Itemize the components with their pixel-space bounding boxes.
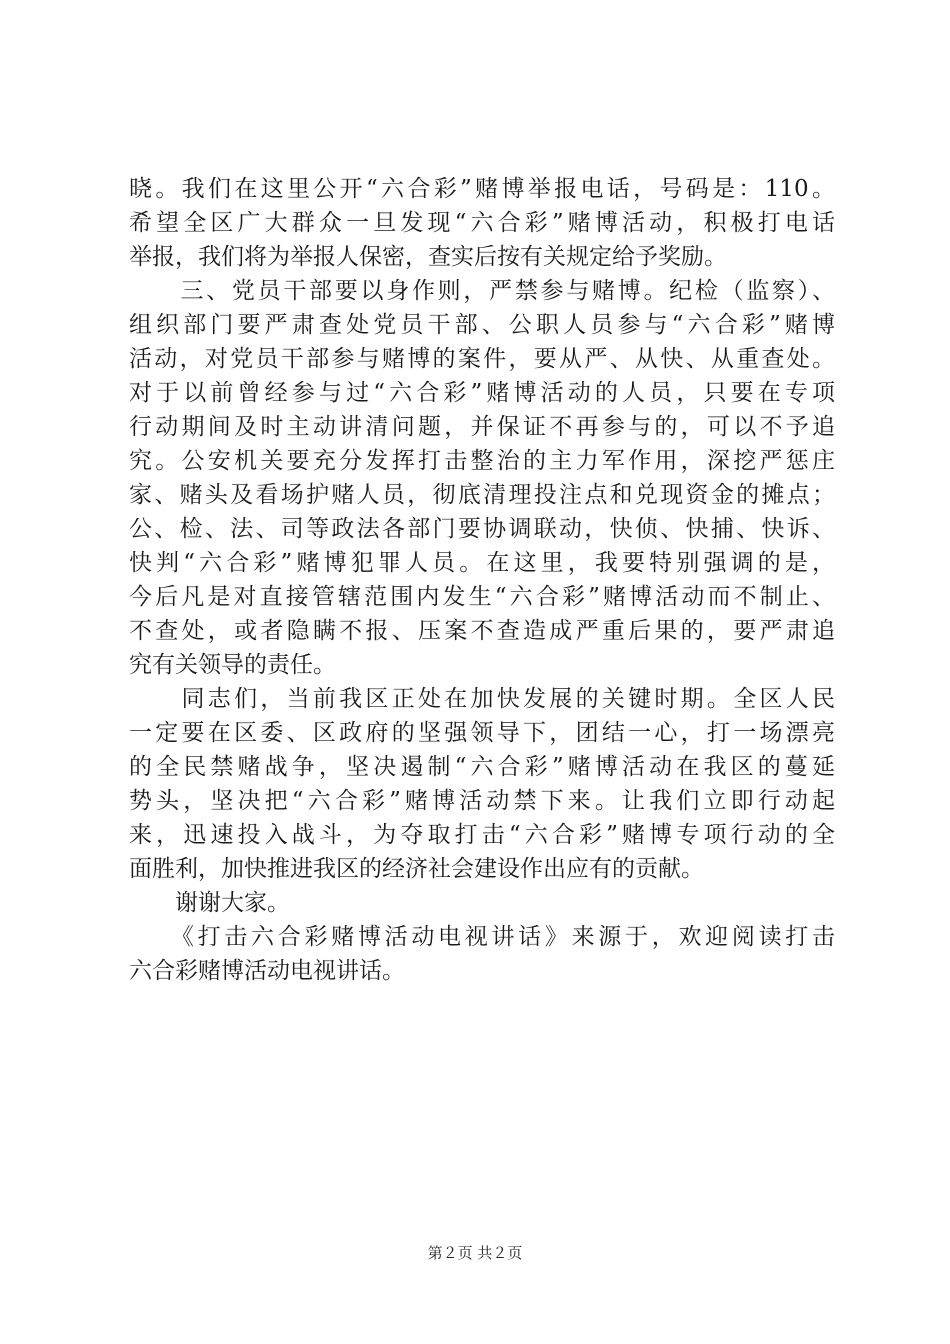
text-line: 希望全区广大群众一旦发现“六合彩”赌博活动，积极打电话 xyxy=(129,210,835,236)
text-line: 不查处，或者隐瞒不报、压案不查造成严重后果的，要严肃追 xyxy=(129,618,835,644)
text-line: 同志们，当前我区正处在加快发展的关键时期。全区人民 xyxy=(129,686,835,712)
text-line: 究。公安机关要充分发挥打击整治的主力军作用，深挖严惩庄 xyxy=(129,448,835,474)
text-line: 活动，对党员干部参与赌博的案件，要从严、从快、从重查处。 xyxy=(129,346,835,372)
text-line: 晓。我们在这里公开“六合彩”赌博举报电话，号码是：110。 xyxy=(129,176,835,202)
text-line: 谢谢大家。 xyxy=(129,890,290,916)
text-line: 今后凡是对直接管辖范围内发生“六合彩”赌博活动而不制止、 xyxy=(129,584,835,610)
text-line: 《打击六合彩赌博活动电视讲话》来源于，欢迎阅读打击 xyxy=(129,924,835,950)
text-line: 快判“六合彩”赌博犯罪人员。在这里，我要特别强调的是， xyxy=(129,550,835,576)
document-body xyxy=(129,172,835,988)
text-line: 对于以前曾经参与过“六合彩”赌博活动的人员，只要在专项 xyxy=(129,380,835,406)
text-line: 来，迅速投入战斗，为夺取打击“六合彩”赌博专项行动的全 xyxy=(129,822,835,848)
text-line: 三、党员干部要以身作则，严禁参与赌博。纪检（监察）、 xyxy=(129,278,835,304)
page-footer xyxy=(0,1243,950,1263)
text-line: 六合彩赌博活动电视讲话。 xyxy=(129,958,405,984)
text-line: 面胜利，加快推进我区的经济社会建设作出应有的贡献。 xyxy=(129,856,704,882)
text-line: 公、检、法、司等政法各部门要协调联动，快侦、快捕、快诉、 xyxy=(129,516,835,542)
text-line: 举报，我们将为举报人保密，查实后按有关规定给予奖励。 xyxy=(129,244,727,270)
text-line: 的全民禁赌战争，坚决遏制“六合彩”赌博活动在我区的蔓延 xyxy=(129,754,835,780)
text-line: 究有关领导的责任。 xyxy=(129,652,336,678)
text-line: 一定要在区委、区政府的坚强领导下，团结一心，打一场漂亮 xyxy=(129,720,835,746)
page-number: 第２页 共２页 xyxy=(427,1244,523,1262)
text-line: 势头，坚决把“六合彩”赌博活动禁下来。让我们立即行动起 xyxy=(129,788,835,814)
text-line: 家、赌头及看场护赌人员，彻底清理投注点和兑现资金的摊点； xyxy=(129,482,835,508)
text-line: 组织部门要严肃查处党员干部、公职人员参与“六合彩”赌博 xyxy=(129,312,835,338)
text-line: 行动期间及时主动讲清问题，并保证不再参与的，可以不予追 xyxy=(129,414,835,440)
